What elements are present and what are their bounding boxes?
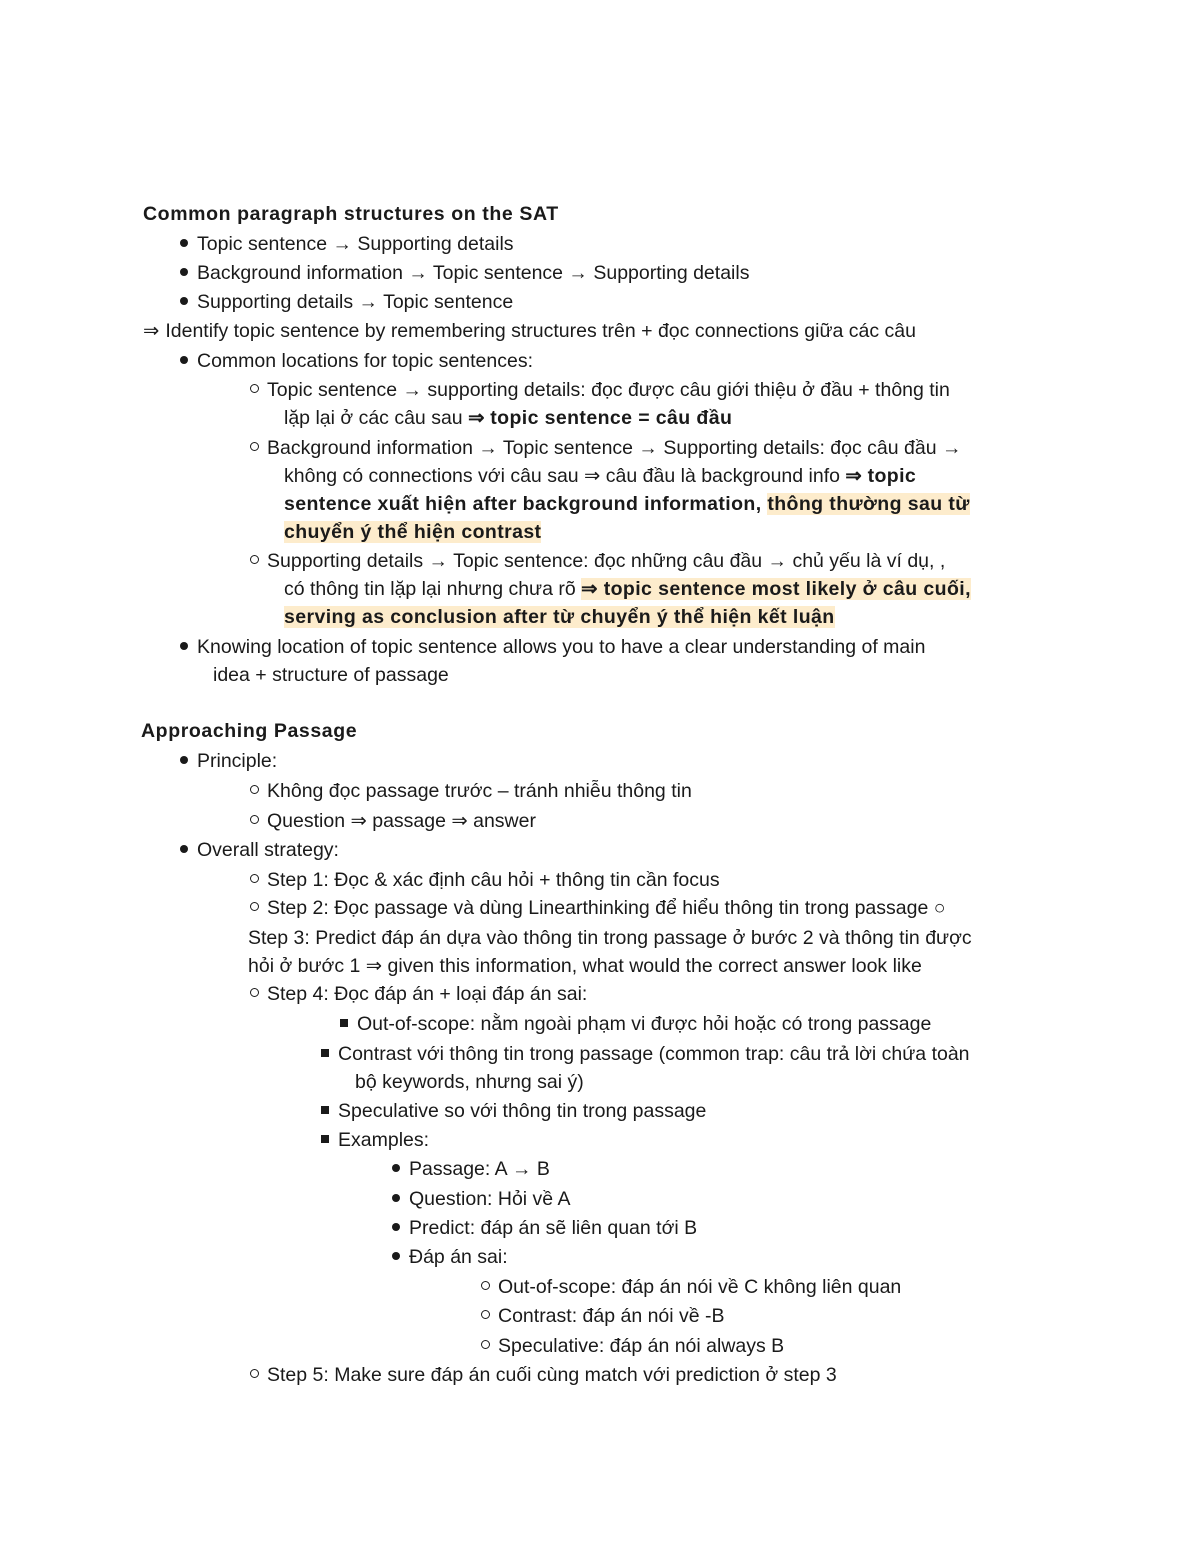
- implies-arrow-icon: ⇒: [143, 320, 160, 342]
- sub-list-continuation: Step 3: Predict đáp án dựa vào thông tin trong passage ở bước 2 và thông tin được: [248, 927, 972, 949]
- highlighted-text: serving as conclusion after từ chuyển ý thể hiện kết luận: [284, 606, 835, 628]
- list-item: Common locations for topic sentences:: [180, 348, 533, 374]
- bullet-icon: [392, 1252, 400, 1260]
- sub-sub-list-item: Out-of-scope: nằm ngoài phạm vi được hỏi hoặc có trong passage: [340, 1011, 931, 1037]
- sub-sub-list-continuation: bộ keywords, nhưng sai ý): [355, 1071, 584, 1093]
- bullet-icon: [392, 1194, 400, 1202]
- circle-bullet-icon: [250, 988, 259, 997]
- implies-line: ⇒ Identify topic sentence by remembering structures trên + đọc connections giữa các câu: [143, 320, 916, 342]
- circle-bullet-icon: [250, 384, 259, 393]
- sub-sub-list-item: Examples:: [321, 1127, 429, 1153]
- bullet-icon: [392, 1223, 400, 1231]
- list-item: Knowing location of topic sentence allows you to have a clear understanding of main: [180, 634, 925, 660]
- circle-bullet-icon: [250, 1369, 259, 1378]
- list-item: Principle:: [180, 748, 277, 774]
- bullet-icon: [180, 239, 188, 247]
- example-item: Passage: A → B: [392, 1156, 550, 1182]
- sub-list-continuation: [284, 604, 835, 630]
- bullet-icon: [180, 268, 188, 276]
- list-item: Supporting details → Topic sentence: [180, 289, 513, 315]
- square-bullet-icon: [340, 1019, 348, 1027]
- example-sub-item: Out-of-scope: đáp án nói về C không liên quan: [481, 1274, 901, 1300]
- circle-bullet-icon: [250, 902, 259, 911]
- list-item: Topic sentence → Supporting details: [180, 231, 514, 257]
- sub-list-continuation: có thông tin lặp lại nhưng chưa rõ ⇒ topic sentence most likely ở câu cuối,: [284, 578, 971, 600]
- bullet-icon: [180, 845, 188, 853]
- example-sub-item: Speculative: đáp án nói always B: [481, 1333, 784, 1359]
- sub-list-item: Step 5: Make sure đáp án cuối cùng match với prediction ở step 3: [250, 1362, 837, 1388]
- highlighted-text: thông thường sau từ: [767, 493, 970, 515]
- circle-bullet-icon: [250, 815, 259, 824]
- sub-list-item: Step 1: Đọc & xác định câu hỏi + thông tin cần focus: [250, 867, 720, 893]
- sub-list-continuation: hỏi ở bước 1 ⇒ given this information, what would the correct answer look like: [248, 955, 922, 977]
- square-bullet-icon: [321, 1106, 329, 1114]
- example-item: Đáp án sai:: [392, 1244, 508, 1270]
- bullet-icon: [180, 356, 188, 364]
- sub-list-item: Question ⇒ passage ⇒ answer: [250, 808, 536, 834]
- sub-sub-list-item: Contrast với thông tin trong passage (common trap: câu trả lời chứa toàn: [321, 1041, 970, 1067]
- example-item: Question: Hỏi về A: [392, 1186, 571, 1212]
- sub-sub-list-item: Speculative so với thông tin trong passage: [321, 1098, 706, 1124]
- circle-bullet-icon: [250, 442, 259, 451]
- example-sub-item: Contrast: đáp án nói về -B: [481, 1303, 725, 1329]
- circle-bullet-icon: [481, 1310, 490, 1319]
- bullet-icon: [392, 1164, 400, 1172]
- circle-bullet-icon: [250, 555, 259, 564]
- example-item: Predict: đáp án sẽ liên quan tới B: [392, 1215, 697, 1241]
- sub-list-continuation: sentence xuất hiện after background information, thông thường sau từ: [284, 493, 970, 515]
- list-item: Overall strategy:: [180, 837, 339, 863]
- highlighted-text: ⇒ topic sentence most likely ở câu cuối,: [581, 578, 971, 600]
- sub-list-item: Step 4: Đọc đáp án + loại đáp án sai:: [250, 981, 587, 1007]
- sub-list-continuation: lặp lại ở các câu sau ⇒ topic sentence = câu đầu: [284, 407, 733, 429]
- square-bullet-icon: [321, 1049, 329, 1057]
- list-item: Background information → Topic sentence → Supporting details: [180, 260, 749, 286]
- bullet-icon: [180, 297, 188, 305]
- highlighted-text: chuyển ý thể hiện contrast: [284, 521, 542, 543]
- sub-list-item: Không đọc passage trước – tránh nhiễu thông tin: [250, 778, 692, 804]
- section-title-paragraph-structures: Common paragraph structures on the SAT: [143, 203, 559, 225]
- sub-list-continuation: không có connections với câu sau ⇒ câu đầu là background info ⇒ topic: [284, 465, 917, 487]
- bullet-icon: [180, 642, 188, 650]
- circle-bullet-icon: [481, 1281, 490, 1290]
- sub-list-item: Background information → Topic sentence → Supporting details: đọc câu đầu →: [250, 435, 961, 461]
- sub-list-item: Step 2: Đọc passage và dùng Linearthinking để hiểu thông tin trong passage ○: [250, 895, 946, 921]
- square-bullet-icon: [321, 1135, 329, 1143]
- circle-bullet-icon: [481, 1340, 490, 1349]
- section-title-approaching-passage: Approaching Passage: [141, 720, 358, 742]
- bullet-icon: [180, 756, 188, 764]
- circle-bullet-icon: [250, 874, 259, 883]
- list-item-continuation: idea + structure of passage: [213, 664, 449, 686]
- sub-list-item: Topic sentence → supporting details: đọc được câu giới thiệu ở đầu + thông tin: [250, 377, 950, 403]
- circle-bullet-icon: [250, 785, 259, 794]
- sub-list-continuation: [284, 519, 541, 545]
- sub-list-item: Supporting details → Topic sentence: đọc những câu đầu → chủ yếu là ví dụ, ,: [250, 548, 945, 574]
